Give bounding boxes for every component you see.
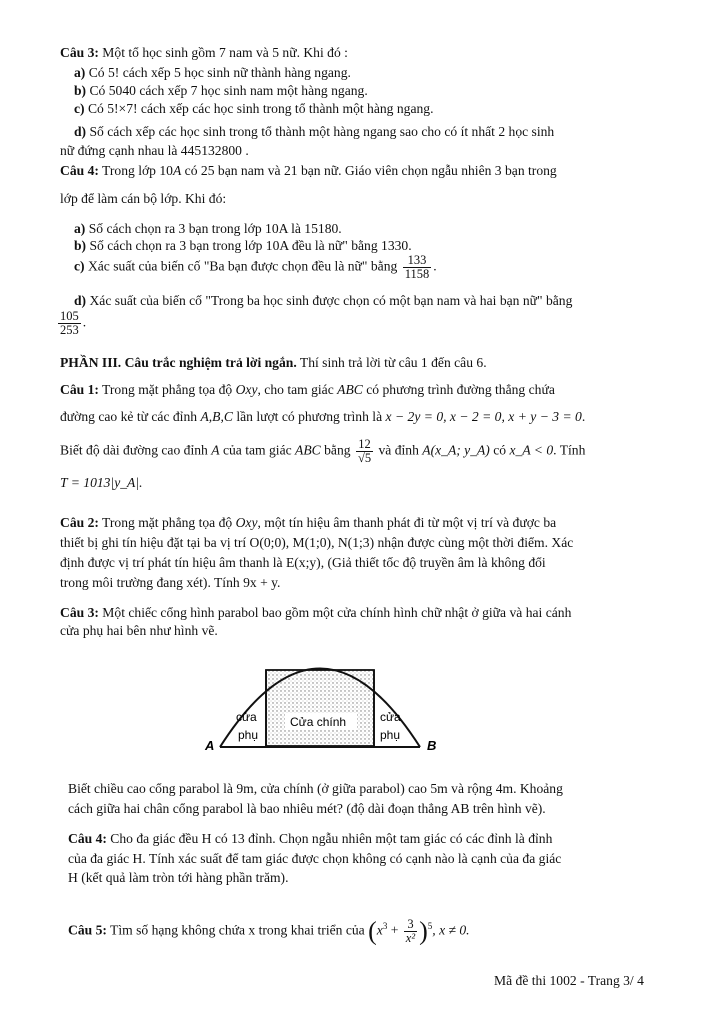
left-door-label-2: phụ (238, 728, 259, 742)
p1-fraction: $\frac{12}{√5}$ (357, 437, 372, 465)
right-door-label-1: cửa (380, 710, 401, 724)
p2-line2: thiết bị ghi tín hiệu đặt tại ba vị trí O(0;0), M(1;0), N(1;3) nhận được cùng một thời điểm. Xác (60, 535, 574, 550)
q3-option-b: b) Có 5040 cách xếp 7 học sinh nam một hàng ngang. (74, 83, 368, 98)
point-a-label: A (205, 738, 215, 753)
q4-stem: Câu 4: Trong lớp 10A có 25 bạn nam và 21 bạn nữ. Giáo viên chọn ngẫu nhiên 3 bạn trong (60, 163, 557, 178)
q4-option-b: b) Số cách chọn ra 3 bạn trong lớp 10A đều là nữ" bằng 1330. (74, 238, 412, 253)
right-door-label-2: phụ (380, 728, 401, 742)
p4-line1: Câu 4: Cho đa giác đều H có 13 đỉnh. Chọn ngẫu nhiên một tam giác có các đỉnh là đỉnh (68, 831, 553, 846)
p2-line3: định được vị trí phát tín hiệu âm thanh là E(x;y), (Giả thiết tốc độ truyền âm là không đổi (60, 555, 546, 570)
p3-line1: Câu 3: Một chiếc cổng hình parabol bao gồm một cửa chính hình chữ nhật ở giữa và hai cánh (60, 605, 572, 620)
q4c-fraction: $\frac{133}{1158}$ (404, 253, 430, 281)
q4-option-c: c) Xác suất của biến cố "Ba bạn được chọn đều là nữ" bằng $\frac{133}{1158}$ . (74, 253, 437, 281)
p3-line2: cửa phụ hai bên như hình vẽ. (60, 623, 218, 638)
point-b-label: B (427, 738, 437, 753)
p5-fraction: $\frac{3}{\text{x²}}$ (405, 917, 416, 945)
q4-option-d: d) Xác suất của biến cố "Trong ba học sinh được chọn có một bạn nam và hai bạn nữ" bằng (74, 293, 573, 308)
q3-stem: Câu 3: Một tổ học sinh gồm 7 nam và 5 nữ. Khi đó : (60, 45, 348, 60)
p1-line2: đường cao kẻ từ các đỉnh A,B,C lần lượt có phương trình là x − 2y = 0, x − 2 = 0, x + y − 3 = 0. (60, 409, 586, 424)
main-door-label: Cửa chính (290, 715, 347, 729)
p1-line1: Câu 1: Trong mặt phẳng tọa độ Oxy, cho tam giác ABC có phương trình đường thẳng chứa (60, 382, 555, 397)
p4-line2: của đa giác H. Tính xác suất để tam giác được chọn không có cạnh nào là cạnh của đa giác (68, 851, 562, 866)
q3-option-d-cont: nữ đứng cạnh nhau là 445132800 . (60, 143, 249, 158)
q3-option-a: a) Có 5! cách xếp 5 học sinh nữ thành hàng ngang. (74, 65, 351, 80)
left-door-label-1: cửa (236, 710, 257, 724)
q4-option-a: a) Số cách chọn ra 3 bạn trong lớp 10A là 15180. (74, 221, 342, 236)
p3-line3: Biết chiều cao cổng parabol là 9m, cửa chính (ở giữa parabol) cao 5m và rộng 4m. Khoảng (68, 781, 563, 796)
parabola-gate-figure (0, 650, 725, 770)
page-footer: Mã đề thi 1002 - Trang 3/ 4 (494, 973, 644, 988)
p2-line4: trong môi trường đang xét). Tính 9x + y. (60, 575, 281, 590)
q3-option-c: c) Có 5!×7! cách xếp các học sinh trong tổ thành một hàng ngang. (74, 101, 434, 116)
p1-line4: T = 1013|y_A|. (60, 475, 143, 490)
part3-header: PHẦN III. Câu trắc nghiệm trả lời ngắn. Thí sinh trả lời từ câu 1 đến câu 6. (60, 355, 487, 370)
p2-line1: Câu 2: Trong mặt phẳng tọa độ Oxy, một tín hiệu âm thanh phát đi từ một vị trí và được ba (60, 515, 557, 530)
p3-line4: cách giữa hai chân cổng parabol là bao nhiêu mét? (độ dài đoạn thẳng AB trên hình vẽ). (68, 801, 546, 816)
q4d-fraction: $\frac{105}{253}$ (60, 309, 79, 337)
q4-stem-cont: lớp để làm cán bộ lớp. Khi đó: (60, 191, 227, 206)
p4-line3: H (kết quả làm tròn tới hàng phần trăm). (68, 870, 289, 885)
main-door-rect (266, 670, 374, 746)
q4d-fraction-line: $\frac{105}{253}$ . (60, 309, 87, 337)
q3-option-d: d) Số cách xếp các học sinh trong tổ thành một hàng ngang sao cho có ít nhất 2 học sinh (74, 124, 555, 139)
p1-line3: Biết độ dài đường cao đỉnh A của tam giác ABC bằng $\frac{12}{√5}$ và đỉnh A(x_A; y_A) có x_A < 0. Tính (60, 437, 586, 465)
p5-line: Câu 5: Tìm số hạng không chứa x trong khai triển của ($x^3$ + $\frac{3}{\text{x²}}$ )$^5$, x ≠ 0. (68, 916, 470, 946)
